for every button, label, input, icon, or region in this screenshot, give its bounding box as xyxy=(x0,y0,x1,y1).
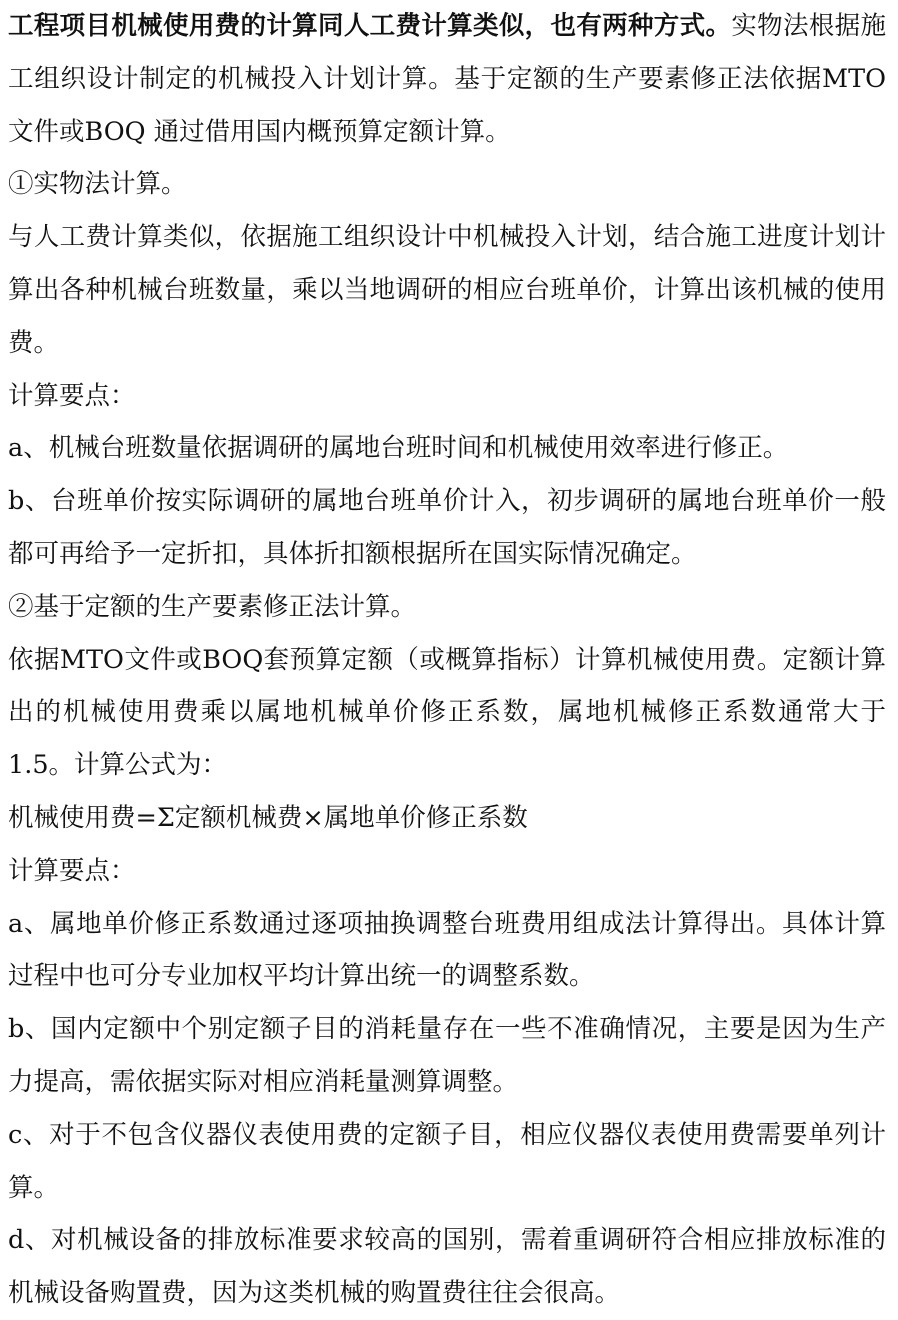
intro-paragraph xyxy=(8,0,886,158)
section-heading-physical-method: ①实物法计算。 xyxy=(8,169,187,200)
point-2c: c、对于不包含仪器仪表使用费的定额子目，相应仪器仪表使用费需要单列计算。 xyxy=(8,1119,886,1203)
physical-method-description: 与人工费计算类似，依据施工组织设计中机械投入计划，结合施工进度计划计算出各种机械台班数量，乘以当地调研的相应台班单价，计算出该机械的使用费。 xyxy=(8,222,886,358)
calculation-formula: 机械使用费=Σ定额机械费×属地单价修正系数 xyxy=(8,802,528,833)
intro-rest-text: 实物法根据施工组织设计制定的机械投入计划计算。基于定额的生产要素修正法依据MTO 文件或BOQ 通过借用国内概预算定额计算。 xyxy=(8,11,886,147)
intro-bold-sentence: 工程项目机械使用费的计算同人工费计算类似，也有两种方式。 xyxy=(8,11,732,41)
point-2a: a、属地单价修正系数通过逐项抽换调整台班费用组成法计算得出。具体计算过程中也可分专业加权平均计算出统一的调整系数。 xyxy=(8,908,886,992)
key-points-label-1: 计算要点： xyxy=(8,380,136,411)
point-1a: a、机械台班数量依据调研的属地台班时间和机械使用效率进行修正。 xyxy=(8,433,789,464)
section-heading-quota-method: ②基于定额的生产要素修正法计算。 xyxy=(8,591,417,622)
quota-method-description: 依据MTO文件或BOQ套预算定额（或概算指标）计算机械使用费。定额计算出的机械使用费乘以属地机械单价修正系数，属地机械修正系数通常大于1.5。计算公式为： xyxy=(8,644,886,781)
key-points-label-2: 计算要点： xyxy=(8,855,136,886)
point-2d: d、对机械设备的排放标准要求较高的国别，需着重调研符合相应排放标准的机械设备购置费，因为这类机械的购置费往往会很高。 xyxy=(8,1225,886,1309)
point-2b: b、国内定额中个别定额子目的消耗量存在一些不准确情况，主要是因为生产力提高，需依据实际对相应消耗量测算调整。 xyxy=(8,1014,886,1097)
point-1b: b、台班单价按实际调研的属地台班单价计入，初步调研的属地台班单价一般都可再给予一定折扣，具体折扣额根据所在国实际情况确定。 xyxy=(8,486,886,569)
